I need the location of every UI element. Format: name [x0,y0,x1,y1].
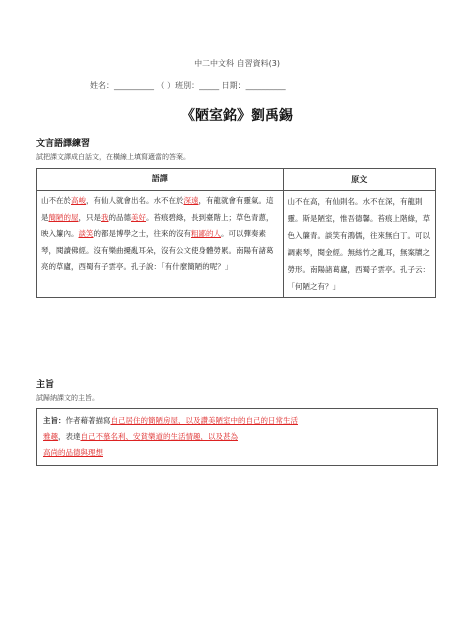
theme-text: ，表達 [58,432,81,441]
section-heading-translation: 文言語譯練習 [36,139,91,149]
section-instruction-translation: 試把課文譯成白話文，在橫線上填寫適當的答案。 [36,153,190,161]
theme-line-3 [43,447,103,458]
date-label: 日期：__________ [221,81,286,90]
student-info-line [90,80,286,91]
theme-answer-1: 自己居住的簡陋房屋，以及讚美陋室中的自己的日常生活 [110,416,298,425]
answer-blank: 粗鄙的人 [191,229,221,238]
section-instruction-theme: 試歸納課文的主旨。 [36,394,99,402]
translation-text-1: 山不在於 [41,196,71,205]
table-header-translation: 語譯 [37,169,284,191]
theme-line-1 [43,415,298,426]
answer-blank: 高峻 [71,196,86,205]
answer-blank: 簡陋的屋 [48,212,79,222]
theme-line-2 [43,431,238,442]
answer-blank: 美好 [131,212,146,222]
theme-answer-3: 自己不慕名利、安貧樂道的生活情趣，以及甚為 [80,432,238,441]
translation-text-7: 的都是博學之士，往來的沒有 [93,229,191,238]
answer-blank: 深遠 [183,196,199,205]
original-text-cell: 山不在高，有仙則名。水不在深，有龍則靈。斯是陋室，惟吾德馨。苔痕上階綠，草色入簾青。談笑有鴻儒，往來無白丁。可以調素琴，閱金經。無絲竹之亂耳，無案牘之勞形。南陽諸葛廬，西蜀子雲亭。孔子云：「何陋之有？」 [283,191,435,298]
answer-blank: 談笑 [78,229,94,238]
table-header-original: 原文 [283,169,435,191]
page-title: 《陋室銘》劉禹錫 [181,108,293,124]
theme-label: 主旨： [43,416,66,425]
translation-cell [37,191,284,298]
translation-text-5: 的品德 [108,212,131,222]
answer-blank: 我 [101,212,109,222]
worksheet-header: 中二中文科 自習資料(3) [194,59,280,68]
theme-text: 作者藉著描寫 [65,416,111,425]
translation-text-8: 。可以彈奏素琴，閱讀佛經。沒有樂曲擾亂耳朵，沒有公文使身體勞累。南陽有諸葛亮的草廬，西蜀有子雲亭。孔子說：「有什麼簡陋的呢？」 [41,229,274,271]
translation-text-6: 。苔痕碧綠，長到臺階上；草色青蔥，映入簾內。 [41,212,274,238]
table-header-row [37,169,436,191]
class-label: （ ）班別：_____ [156,81,220,90]
theme-answer-2: 雅趣 [43,432,58,441]
name-label: 姓名：__________ [90,81,154,90]
translation-text-4: ，只是 [78,212,101,222]
translation-table [36,168,436,298]
translation-text-2: ，有仙人就會出名。水不在於 [86,196,184,205]
theme-box [36,408,438,466]
theme-answer-4: 高尚的品德與理想 [43,448,103,457]
table-row [37,191,436,298]
translation-text-3: ，有龍就會有靈氣。這是 [41,196,274,222]
section-heading-theme: 主旨 [36,380,55,390]
